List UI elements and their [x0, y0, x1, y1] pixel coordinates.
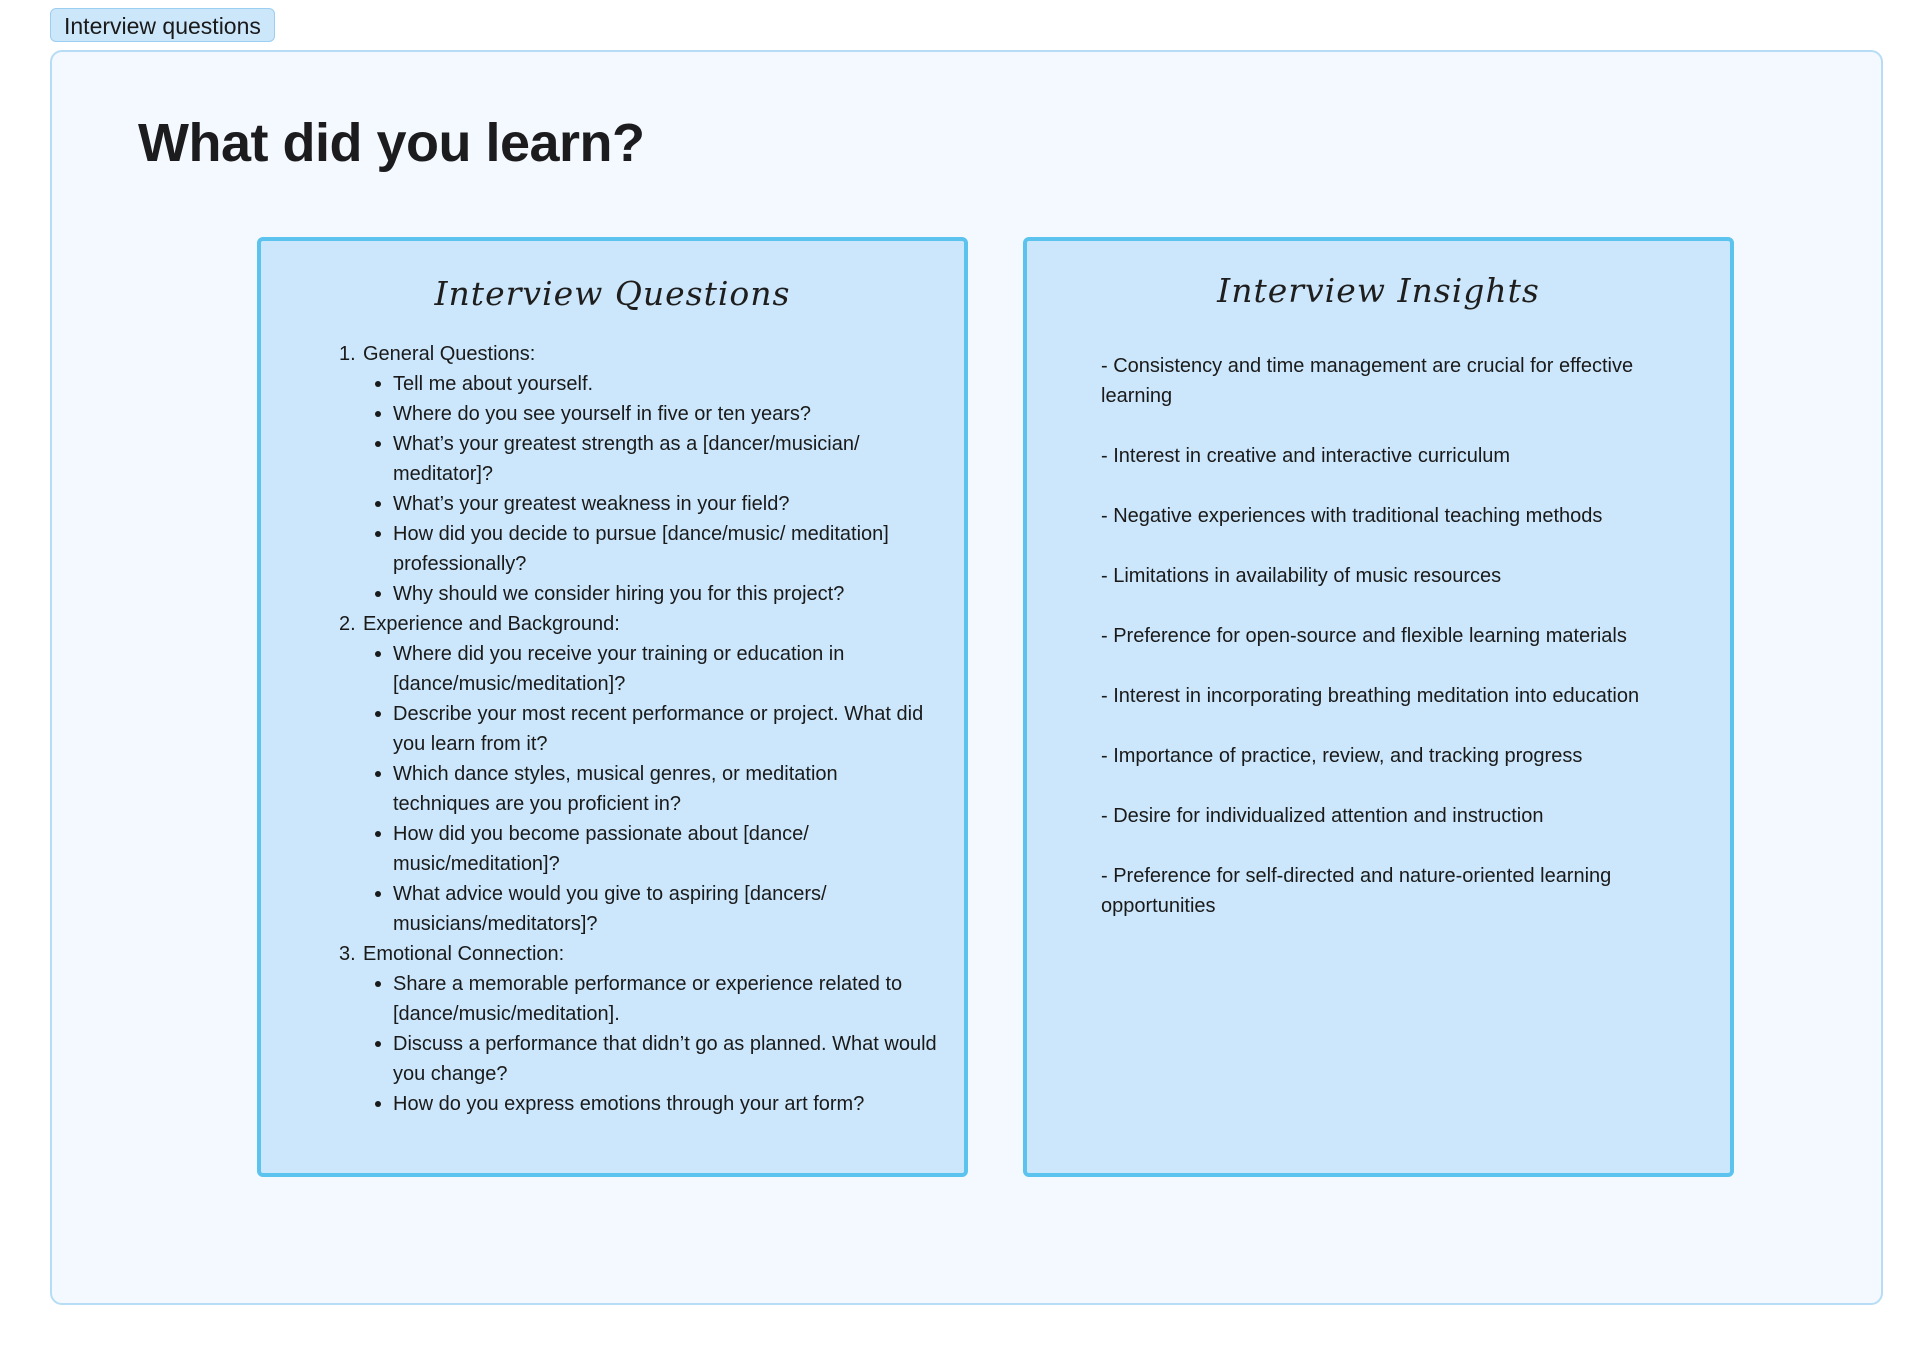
question-items	[339, 369, 939, 609]
insight-item: - Negative experiences with traditional teaching methods	[1101, 505, 1603, 527]
question-item: Describe your most recent performance or project. What did you learn from it?	[393, 699, 939, 759]
question-items	[339, 639, 939, 939]
question-item: Tell me about yourself.	[393, 369, 939, 399]
question-item: How did you decide to pursue [dance/music/ meditation] professionally?	[393, 519, 939, 579]
question-item: What’s your greatest strength as a [dancer/musician/ meditator]?	[393, 429, 939, 489]
insight-item: - Preference for open-source and flexible learning materials	[1101, 625, 1627, 647]
question-items	[339, 969, 939, 1119]
section-number: 1.	[339, 343, 356, 365]
question-item: What’s your greatest weakness in your field?	[393, 489, 939, 519]
question-item: Why should we consider hiring you for this project?	[393, 579, 939, 609]
insights-card[interactable]	[1023, 237, 1734, 1177]
section-number: 2.	[339, 613, 356, 635]
section-title: Emotional Connection:	[363, 943, 565, 965]
insight-item: - Preference for self-directed and nature-oriented learning opportunities	[1101, 865, 1612, 917]
question-item: How did you become passionate about [dance/ music/meditation]?	[393, 819, 939, 879]
question-section	[339, 609, 939, 939]
insights-list	[1101, 351, 1671, 951]
frame-tab-label[interactable]: Interview questions	[50, 8, 275, 42]
insight-item: - Interest in incorporating breathing meditation into education	[1101, 685, 1640, 707]
question-item: Where do you see yourself in five or ten years?	[393, 399, 939, 429]
question-item: Which dance styles, musical genres, or meditation techniques are you proficient in?	[393, 759, 939, 819]
question-section	[339, 339, 939, 609]
section-number: 3.	[339, 943, 356, 965]
insight-item: - Desire for individualized attention and instruction	[1101, 805, 1544, 827]
question-item: Share a memorable performance or experience related to [dance/music/meditation].	[393, 969, 939, 1029]
question-item: What advice would you give to aspiring [dancers/ musicians/meditators]?	[393, 879, 939, 939]
page-title: What did you learn?	[138, 113, 645, 173]
section-title: Experience and Background:	[363, 613, 620, 635]
questions-card-heading: Interview Questions	[434, 274, 791, 313]
question-item: How do you express emotions through your art form?	[393, 1089, 939, 1119]
question-item: Discuss a performance that didn’t go as planned. What would you change?	[393, 1029, 939, 1089]
insight-item: - Importance of practice, review, and tracking progress	[1101, 745, 1583, 767]
questions-list	[339, 339, 939, 1119]
insights-card-heading: Interview Insights	[1217, 271, 1540, 310]
section-title: General Questions:	[363, 343, 536, 365]
insight-item: - Interest in creative and interactive curriculum	[1101, 445, 1511, 467]
insight-item: - Limitations in availability of music resources	[1101, 565, 1502, 587]
insight-item: - Consistency and time management are crucial for effective learning	[1101, 355, 1634, 407]
questions-card[interactable]	[257, 237, 968, 1177]
question-item: Where did you receive your training or education in [dance/music/meditation]?	[393, 639, 939, 699]
question-section	[339, 939, 939, 1119]
